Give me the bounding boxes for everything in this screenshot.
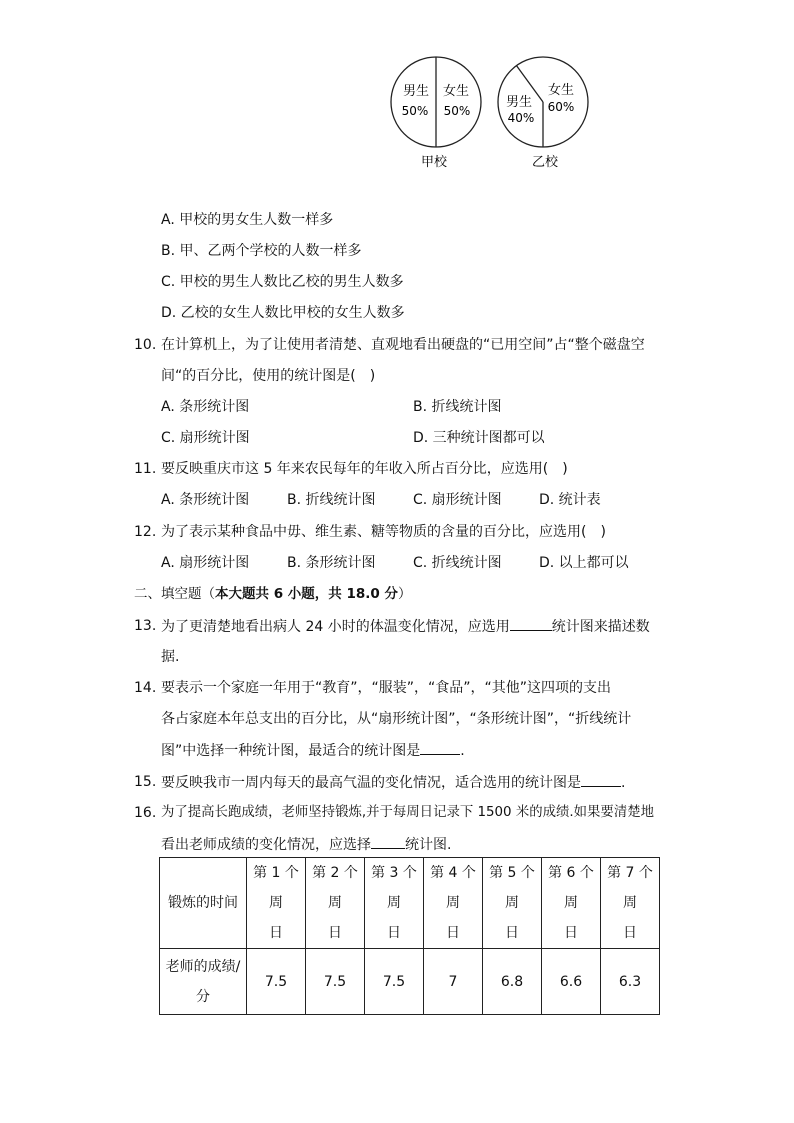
q12-option-c: C. 折线统计图	[413, 555, 502, 571]
q9-option-b: B. 甲、乙两个学校的人数一样多	[161, 243, 362, 259]
q11-option-a: A. 条形统计图	[161, 492, 250, 508]
table-header-week	[542, 858, 601, 949]
pie-jia-title: 甲校	[420, 155, 448, 170]
q14-text-a: 图”中选择一种统计图，最适合的统计图是	[161, 743, 421, 759]
q10-option-b: B. 折线统计图	[413, 399, 502, 415]
q14-blank[interactable]	[420, 740, 460, 755]
table-cell-score: 7.5	[247, 949, 306, 1015]
week-bottom: 日	[446, 925, 460, 941]
table-header-week	[601, 858, 660, 949]
table-cell-score: 6.6	[542, 949, 601, 1015]
q11-line1: 要反映重庆市这 5 年来农民每年的年收入所占百分比，应选用( )	[161, 461, 568, 477]
section-heading-fill-in	[134, 584, 412, 604]
q14-line2: 各占家庭本年总支出的百分比，从“扇形统计图”，“条形统计图”，“折线统计	[161, 711, 632, 727]
week-bottom: 日	[564, 925, 578, 941]
q11-option-c: C. 扇形统计图	[413, 492, 502, 508]
week-top: 第 6 个周	[548, 865, 594, 911]
q16-text-a: 看出老师成绩的变化情况，应选择	[161, 837, 371, 853]
table-cell-score: 7.5	[306, 949, 365, 1015]
q11-option-d: D. 统计表	[539, 492, 601, 508]
week-top: 第 7 个周	[607, 865, 653, 911]
q15-number: 15.	[134, 774, 157, 790]
q10-line2: 间“的百分比，使用的统计图是( )	[161, 368, 376, 384]
score-header-top: 老师的成绩/	[165, 958, 241, 975]
pie-yi-boy-pct: 40%	[507, 111, 535, 125]
q12-line1: 为了表示某种食品中毋、维生素、糖等物质的含量的百分比，应选用( )	[161, 524, 606, 540]
table-header-week	[483, 858, 542, 949]
table-row	[160, 858, 660, 949]
q12-number: 12.	[134, 524, 157, 540]
q13-text-b: 统计图来描述数	[551, 619, 650, 635]
q13-line1	[161, 616, 650, 637]
q15-line1	[161, 772, 625, 793]
q13-number: 13.	[134, 618, 157, 634]
table-cell-score: 7.5	[365, 949, 424, 1015]
week-bottom: 日	[269, 925, 283, 941]
table-header-week	[247, 858, 306, 949]
table-cell-score: 7	[424, 949, 483, 1015]
pie-yi-girl-label: 女生	[547, 83, 575, 98]
week-top: 第 3 个周	[371, 865, 417, 911]
week-bottom: 日	[387, 925, 401, 941]
q13-text-a: 为了更清楚地看出病人 24 小时的体温变化情况，应选用	[161, 619, 510, 635]
q12-option-d: D. 以上都可以	[539, 555, 629, 571]
pie-yi-title: 乙校	[531, 155, 559, 170]
training-table	[159, 857, 660, 1015]
score-header-bottom: 分	[196, 988, 210, 1005]
q15-blank[interactable]	[581, 772, 621, 787]
q13-line2: 据.	[161, 649, 180, 665]
q13-blank[interactable]	[510, 616, 552, 631]
q10-number: 10.	[134, 337, 157, 353]
pie-charts	[380, 50, 610, 175]
table-header-score	[160, 949, 247, 1015]
week-bottom: 日	[328, 925, 342, 941]
q9-option-c: C. 甲校的男生人数比乙校的男生人数多	[161, 274, 404, 290]
q10-option-d: D. 三种统计图都可以	[413, 430, 545, 446]
pie-jia-boy-pct: 50%	[401, 104, 429, 118]
q14-text-b: .	[460, 743, 465, 759]
q16-text-b: 统计图.	[405, 837, 452, 853]
q16-number: 16.	[134, 805, 157, 821]
q16-blank[interactable]	[371, 834, 405, 849]
q10-line1: 在计算机上，为了让使用者清楚、直观地看出硬盘的“已用空间”占“整个磁盘空	[161, 337, 645, 353]
q14-line3	[161, 740, 465, 761]
section-prefix: 二、填空题（	[134, 586, 215, 602]
q9-option-a: A. 甲校的男女生人数一样多	[161, 212, 334, 228]
q16-line2	[161, 834, 451, 855]
pie-jia-boy-label: 男生	[402, 84, 430, 99]
q12-option-a: A. 扇形统计图	[161, 555, 250, 571]
q11-number: 11.	[134, 461, 157, 477]
section-suffix: ）	[398, 586, 412, 602]
table-cell-score: 6.3	[601, 949, 660, 1015]
week-bottom: 日	[623, 925, 637, 941]
pie-jia-girl-pct: 50%	[443, 104, 471, 118]
pie-yi-boy-label: 男生	[505, 95, 533, 110]
q12-option-b: B. 条形统计图	[287, 555, 376, 571]
table-header-week	[306, 858, 365, 949]
table-header-week	[365, 858, 424, 949]
pie-jia-girl-label: 女生	[442, 84, 470, 99]
week-top: 第 5 个周	[489, 865, 535, 911]
table-header-week	[424, 858, 483, 949]
table-cell-score: 6.8	[483, 949, 542, 1015]
q10-option-c: C. 扇形统计图	[161, 430, 250, 446]
q10-option-a: A. 条形统计图	[161, 399, 250, 415]
section-bold: 本大题共 6 小题，共 18.0 分	[215, 586, 399, 602]
week-top: 第 2 个周	[312, 865, 358, 911]
q9-option-d: D. 乙校的女生人数比甲校的女生人数多	[161, 305, 405, 321]
week-bottom: 日	[505, 925, 519, 941]
q14-line1: 要表示一个家庭一年用于“教育”，“服装”，“食品”，“其他”这四项的支出	[161, 680, 612, 696]
q14-number: 14.	[134, 680, 157, 696]
week-top: 第 1 个周	[253, 865, 299, 911]
q15-text-a: 要反映我市一周内每天的最高气温的变化情况，适合选用的统计图是	[161, 775, 581, 791]
q15-text-b: .	[621, 775, 626, 791]
week-top: 第 4 个周	[430, 865, 476, 911]
q11-option-b: B. 折线统计图	[287, 492, 376, 508]
pie-yi-girl-pct: 60%	[547, 100, 575, 114]
table-row	[160, 949, 660, 1015]
table-header-time: 锻炼的时间	[160, 858, 247, 949]
q16-line1: 为了提高长跑成绩，老师坚持锻炼,并于每周日记录下 1500 米的成绩.如果要清楚地	[161, 805, 654, 820]
